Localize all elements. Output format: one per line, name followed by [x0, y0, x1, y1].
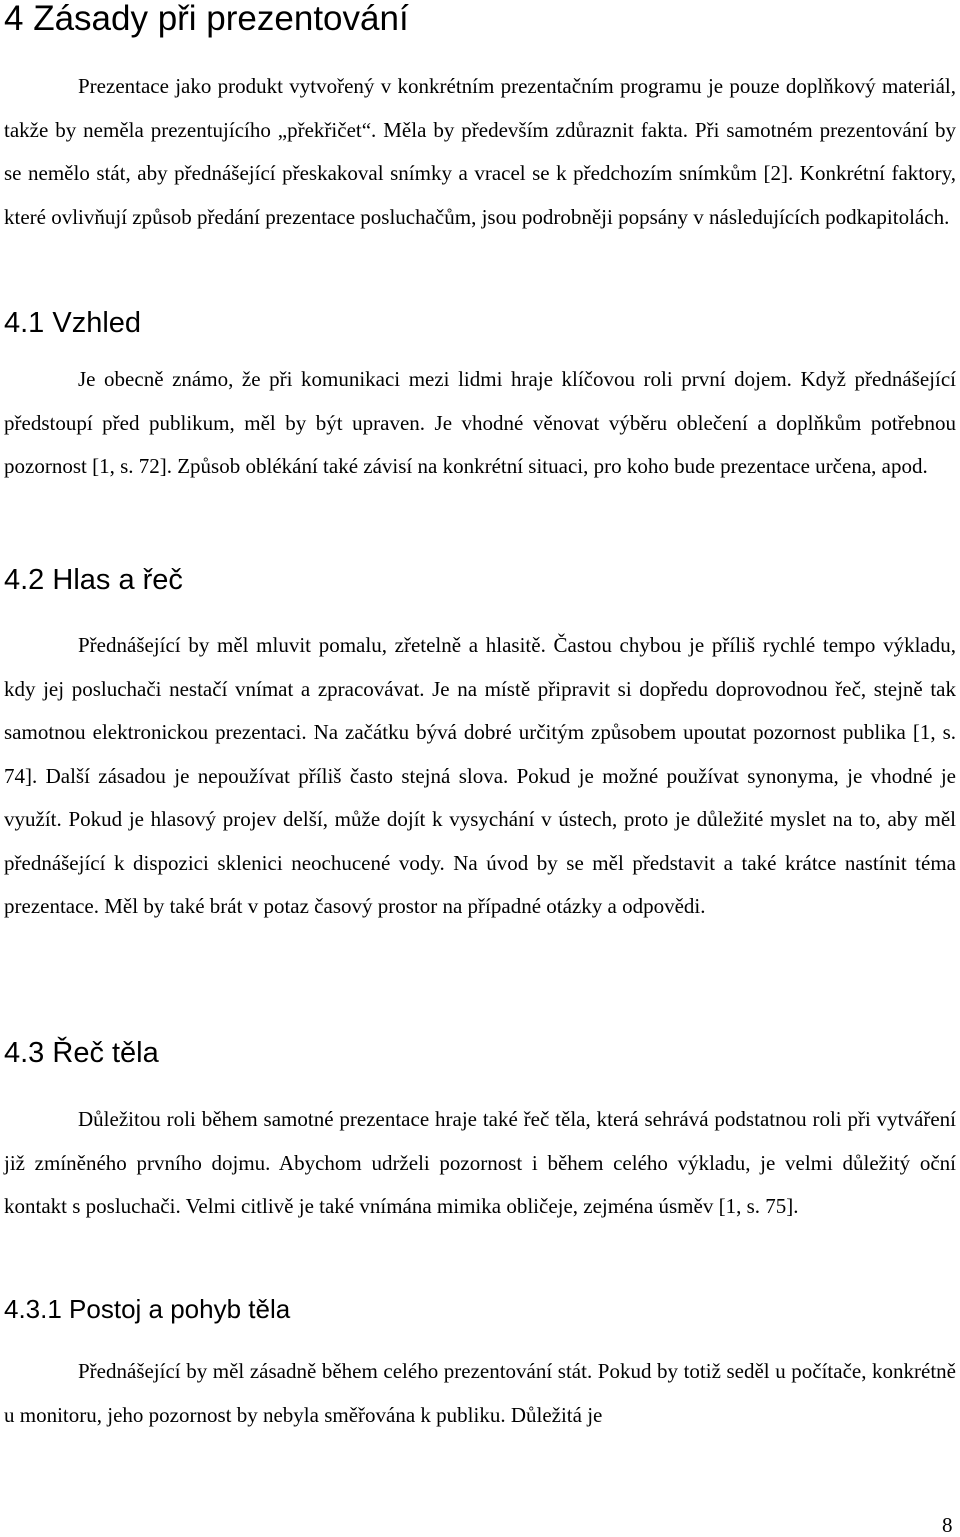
section-paragraph-rec-tela: Důležitou roli během samotné prezentace hraje také řeč těla, která sehrává podstatnou roli při vytváření již zmíněného prvního dojmu. Abychom udrželi pozornost i během celého výkladu, je velmi důležitý oční kontakt s posluchači. Velmi citlivě je také vnímána mimika obličeje, zejména úsměv [1, s. 75]. — [4, 1107, 956, 1218]
section-paragraph-hlas-a-rec: Přednášející by měl mluvit pomalu, zřetelně a hlasitě. Častou chybou je příliš rychlé tempo výkladu, kdy jej posluchači nestačí vnímat a zpracovávat. Je na místě připravit si dopředu doprovodnou řeč, stejně tak samotnou elektronickou prezentaci. Na začátku bývá dobré určitým způsobem upoutat pozornost publika [1, s. 74]. Další zásadou je nepoužívat příliš často stejná slova. Pokud je možné používat synonyma, je vhodné je využít. Pokud je hlasový projev delší, může dojít k vysychání v ústech, proto je důležité myslet na to, aby měl přednášející k dispozici sklenici neochucené vody. Na úvod by se měl představit a také krátce nastínit téma prezentace. Měl by také brát v potaz časový prostor na případné otázky a odpovědi. — [4, 633, 956, 918]
section-heading-rec-tela: 4.3 Řeč těla — [4, 1037, 159, 1069]
chapter-intro-paragraph: Prezentace jako produkt vytvořený v konkrétním prezentačním programu je pouze doplňkový materiál, takže by neměla prezentujícího „překřičet“. Měla by především zdůraznit fakta. Při samotném prezentování by se nemělo stát, aby přednášející přeskakoval snímky a vracel se k předchozím snímkům [2]. Konkrétní faktory, které ovlivňují způsob předání prezentace posluchačům, jsou podrobněji popsány v následujících podkapitolách. — [4, 74, 956, 229]
section-paragraph-vzhled: Je obecně známo, že při komunikaci mezi lidmi hraje klíčovou roli první dojem. Když přednášející předstoupí před publikum, měl by být upraven. Je vhodné věnovat výběru oblečení a doplňkům potřebnou pozornost [1, s. 72]. Způsob oblékání také závisí na konkrétní situaci, pro koho bude prezentace určena, apod. — [4, 367, 956, 478]
section-heading-vzhled: 4.1 Vzhled — [4, 307, 142, 339]
subsection-paragraph-postoj: Přednášející by měl zásadně během celého prezentování stát. Pokud by totiž seděl u počítače, konkrétně u monitoru, jeho pozornost by nebyla směřována k publiku. Důležitá je — [4, 1359, 956, 1427]
section-heading-hlas-a-rec: 4.2 Hlas a řeč — [4, 564, 183, 596]
subsection-heading-postoj: 4.3.1 Postoj a pohyb těla — [4, 1294, 291, 1324]
page-number: 8 — [942, 1513, 953, 1537]
chapter-heading: 4 Zásady při prezentování — [4, 0, 409, 38]
